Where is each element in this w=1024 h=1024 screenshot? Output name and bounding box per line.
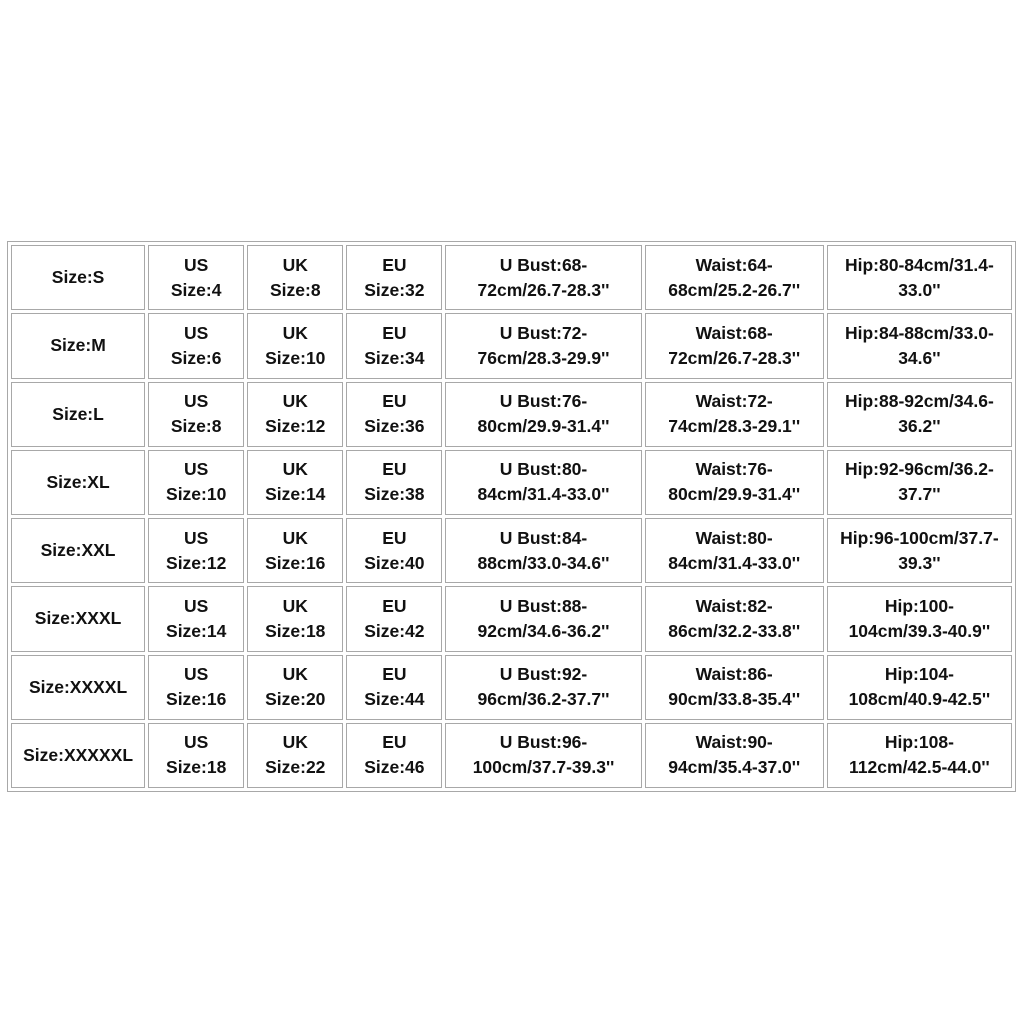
bust-cell: U Bust:84- 88cm/33.0-34.6'' [445,518,641,583]
table-row [11,245,1012,310]
uk-size-cell: UK Size:22 [247,723,343,788]
uk-size-cell: UK Size:20 [247,655,343,720]
bust-cell: U Bust:96- 100cm/37.7-39.3'' [445,723,641,788]
uk-size-cell: UK Size:18 [247,586,343,651]
size-label-cell: Size:XXXXXL [11,723,145,788]
eu-size-cell: EU Size:32 [346,245,442,310]
eu-size-cell: EU Size:36 [346,382,442,447]
hip-cell: Hip:104- 108cm/40.9-42.5'' [827,655,1012,720]
eu-size-cell: EU Size:44 [346,655,442,720]
waist-cell: Waist:90- 94cm/35.4-37.0'' [645,723,824,788]
hip-cell: Hip:92-96cm/36.2- 37.7'' [827,450,1012,515]
us-size-cell: US Size:6 [148,313,244,378]
hip-cell: Hip:88-92cm/34.6- 36.2'' [827,382,1012,447]
uk-size-cell: UK Size:16 [247,518,343,583]
us-size-cell: US Size:10 [148,450,244,515]
table-row [11,313,1012,378]
eu-size-cell: EU Size:46 [346,723,442,788]
bust-cell: U Bust:68- 72cm/26.7-28.3'' [445,245,641,310]
waist-cell: Waist:68- 72cm/26.7-28.3'' [645,313,824,378]
table-row [11,382,1012,447]
hip-cell: Hip:100- 104cm/39.3-40.9'' [827,586,1012,651]
bust-cell: U Bust:92- 96cm/36.2-37.7'' [445,655,641,720]
eu-size-cell: EU Size:40 [346,518,442,583]
waist-cell: Waist:82- 86cm/32.2-33.8'' [645,586,824,651]
us-size-cell: US Size:12 [148,518,244,583]
eu-size-cell: EU Size:42 [346,586,442,651]
size-label-cell: Size:M [11,313,145,378]
size-label-cell: Size:S [11,245,145,310]
us-size-cell: US Size:18 [148,723,244,788]
uk-size-cell: UK Size:10 [247,313,343,378]
waist-cell: Waist:72- 74cm/28.3-29.1'' [645,382,824,447]
size-label-cell: Size:L [11,382,145,447]
us-size-cell: US Size:14 [148,586,244,651]
hip-cell: Hip:96-100cm/37.7- 39.3'' [827,518,1012,583]
us-size-cell: US Size:4 [148,245,244,310]
hip-cell: Hip:80-84cm/31.4- 33.0'' [827,245,1012,310]
table-row [11,655,1012,720]
waist-cell: Waist:64- 68cm/25.2-26.7'' [645,245,824,310]
bust-cell: U Bust:88- 92cm/34.6-36.2'' [445,586,641,651]
uk-size-cell: UK Size:12 [247,382,343,447]
waist-cell: Waist:80- 84cm/31.4-33.0'' [645,518,824,583]
uk-size-cell: UK Size:8 [247,245,343,310]
waist-cell: Waist:86- 90cm/33.8-35.4'' [645,655,824,720]
bust-cell: U Bust:72- 76cm/28.3-29.9'' [445,313,641,378]
waist-cell: Waist:76- 80cm/29.9-31.4'' [645,450,824,515]
size-chart-table [7,241,1016,792]
hip-cell: Hip:84-88cm/33.0- 34.6'' [827,313,1012,378]
size-label-cell: Size:XXL [11,518,145,583]
us-size-cell: US Size:8 [148,382,244,447]
size-label-cell: Size:XL [11,450,145,515]
eu-size-cell: EU Size:38 [346,450,442,515]
uk-size-cell: UK Size:14 [247,450,343,515]
size-label-cell: Size:XXXL [11,586,145,651]
table-row [11,518,1012,583]
eu-size-cell: EU Size:34 [346,313,442,378]
bust-cell: U Bust:80- 84cm/31.4-33.0'' [445,450,641,515]
size-label-cell: Size:XXXXL [11,655,145,720]
us-size-cell: US Size:16 [148,655,244,720]
table-row [11,723,1012,788]
hip-cell: Hip:108- 112cm/42.5-44.0'' [827,723,1012,788]
table-row [11,586,1012,651]
table-row [11,450,1012,515]
bust-cell: U Bust:76- 80cm/29.9-31.4'' [445,382,641,447]
